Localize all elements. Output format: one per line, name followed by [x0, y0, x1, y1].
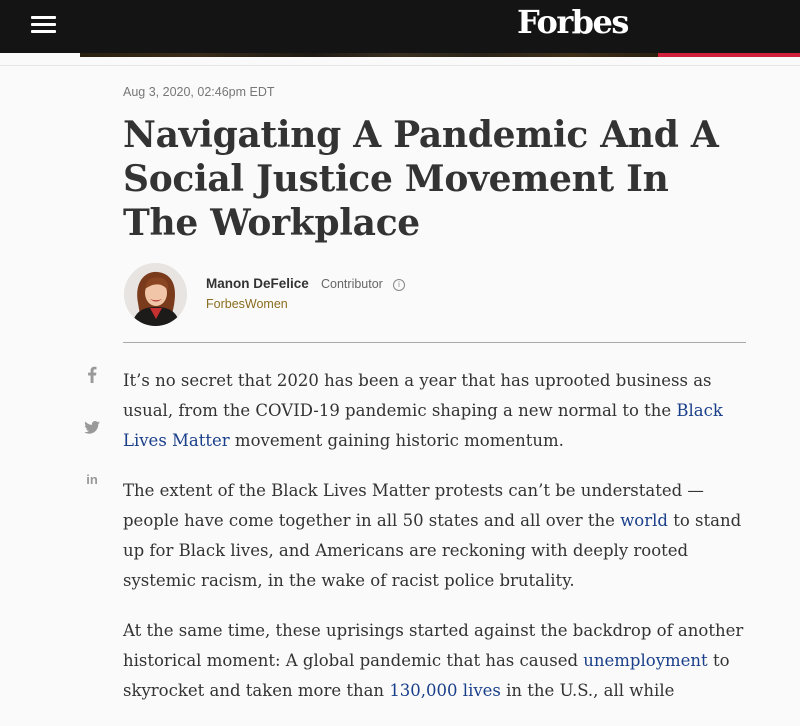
- top-nav-bar: [0, 0, 800, 53]
- author-photo: [124, 263, 187, 326]
- ad-banner-accent: [658, 53, 800, 57]
- paragraph-3: [123, 616, 753, 706]
- info-circle-icon[interactable]: i: [393, 279, 405, 291]
- article-title: Navigating A Pandemic And A Social Justice Movement In The Workplace: [123, 114, 719, 244]
- hamburger-menu-icon[interactable]: [31, 14, 56, 34]
- forbes-logo[interactable]: Forbes: [517, 3, 628, 41]
- paragraph-1-text-b: movement gaining historic momentum.: [229, 431, 564, 450]
- paragraph-2-text-b: to stand up for Black lives, and Americans are reckoning with deeply rooted systemic racism, in the wake of racist police brutality.: [123, 511, 742, 590]
- paragraph-1-text-a: It’s no secret that 2020 has been a year that has uprooted business as usual, from the COVID-19 pandemic shaping a new normal to the: [123, 371, 712, 420]
- link-world[interactable]: world: [620, 511, 668, 530]
- paragraph-3-text-a: At the same time, these uprisings started against the backdrop of another historical moment: A global pandemic that has caused: [123, 621, 744, 670]
- paragraph-2: [123, 476, 753, 596]
- link-unemployment[interactable]: unemployment: [583, 651, 708, 670]
- header-divider: [0, 65, 800, 66]
- linkedin-icon[interactable]: in: [86, 472, 98, 487]
- twitter-icon[interactable]: [84, 421, 100, 439]
- author-name[interactable]: Manon DeFelice: [206, 276, 309, 291]
- paragraph-3-text-c: in the U.S., all while: [500, 681, 675, 700]
- link-130000-lives[interactable]: 130,000 lives: [389, 681, 501, 700]
- paragraph-1: [123, 366, 753, 456]
- author-role: Contributor: [321, 277, 383, 291]
- paragraph-3-text-b: to skyrocket and taken more than: [123, 651, 730, 700]
- ad-banner-strip[interactable]: [80, 53, 658, 57]
- link-black-lives-matter[interactable]: Black Lives Matter: [123, 401, 723, 450]
- facebook-icon[interactable]: [84, 366, 100, 388]
- paragraph-2-text-a: The extent of the Black Lives Matter protests can’t be understated — people have come together in all 50 states and all over the: [123, 481, 704, 530]
- author-section-link[interactable]: ForbesWomen: [206, 297, 288, 311]
- author-avatar[interactable]: [124, 263, 187, 326]
- byline-divider: [123, 342, 746, 343]
- article-body: [123, 366, 753, 726]
- article-dateline: Aug 3, 2020, 02:46pm EDT: [123, 85, 275, 99]
